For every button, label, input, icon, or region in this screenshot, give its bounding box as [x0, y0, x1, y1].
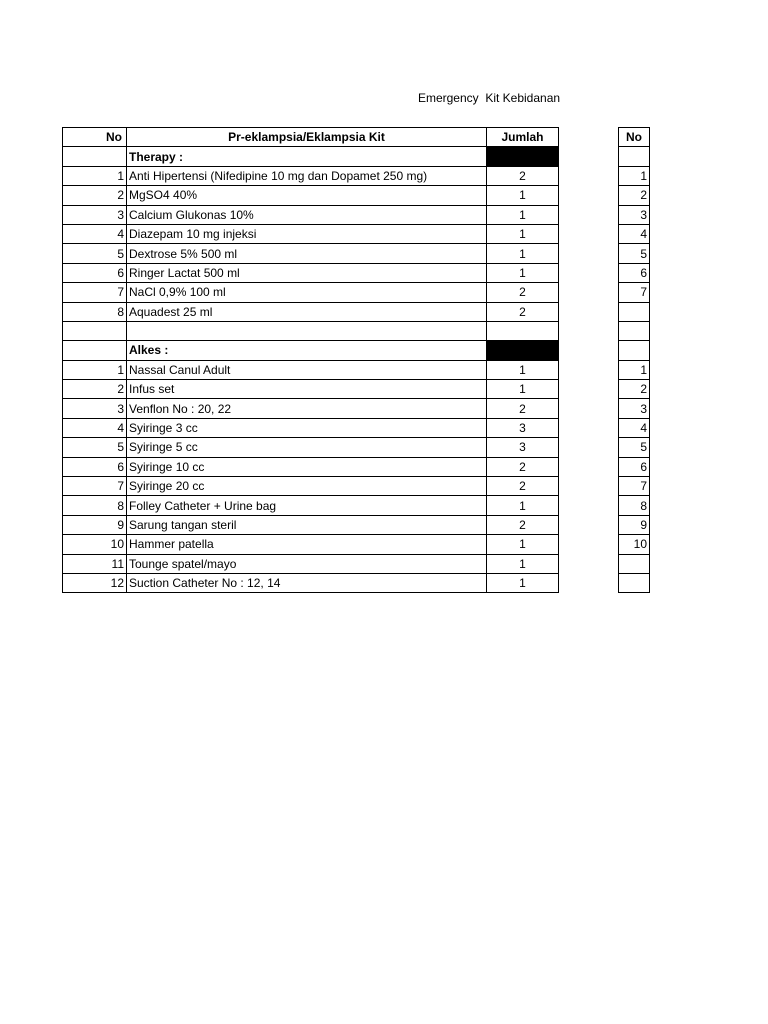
- row-number: 7: [63, 477, 127, 496]
- section-qty-filled-cell: [487, 147, 559, 166]
- side-number-cell: 9: [619, 515, 650, 534]
- row-quantity: 1: [487, 205, 559, 224]
- header-no: No: [63, 128, 127, 147]
- row-number: 6: [63, 263, 127, 282]
- side-number-cell: 6: [619, 457, 650, 476]
- section-label: Therapy :: [127, 147, 487, 166]
- table-row: [63, 477, 559, 496]
- section-qty-filled-cell: [487, 341, 559, 360]
- row-item: Dextrose 5% 500 ml: [127, 244, 487, 263]
- spacer-row: [63, 321, 559, 340]
- side-row: [619, 283, 650, 302]
- side-row: [619, 477, 650, 496]
- side-number-cell: 1: [619, 360, 650, 379]
- side-row: [619, 418, 650, 437]
- side-row: [619, 205, 650, 224]
- row-number: 7: [63, 283, 127, 302]
- row-item: Infus set: [127, 380, 487, 399]
- row-quantity: 2: [487, 283, 559, 302]
- row-number: 2: [63, 380, 127, 399]
- table-row: [63, 554, 559, 573]
- side-row: [619, 147, 650, 166]
- row-number: 5: [63, 244, 127, 263]
- row-item: Ringer Lactat 500 ml: [127, 263, 487, 282]
- row-item: MgSO4 40%: [127, 186, 487, 205]
- side-number-cell: [619, 554, 650, 573]
- side-row: [619, 263, 650, 282]
- side-row: [619, 321, 650, 340]
- spacer-cell: [63, 321, 127, 340]
- section-header-row: [63, 147, 559, 166]
- spacer-cell: [487, 321, 559, 340]
- side-row: [619, 380, 650, 399]
- row-quantity: 2: [487, 477, 559, 496]
- side-row: [619, 302, 650, 321]
- section-no-cell: [63, 147, 127, 166]
- row-item: NaCl 0,9% 100 ml: [127, 283, 487, 302]
- side-number-cell: 7: [619, 283, 650, 302]
- side-row: [619, 554, 650, 573]
- side-header-no: No: [619, 128, 650, 147]
- row-item: Suction Catheter No : 12, 14: [127, 573, 487, 592]
- side-row: [619, 496, 650, 515]
- row-item: Diazepam 10 mg injeksi: [127, 224, 487, 243]
- table-row: [63, 186, 559, 205]
- row-quantity: 1: [487, 496, 559, 515]
- row-number: 1: [63, 166, 127, 185]
- row-number: 2: [63, 186, 127, 205]
- side-number-cell: 4: [619, 224, 650, 243]
- table-row: [63, 418, 559, 437]
- row-item: Hammer patella: [127, 535, 487, 554]
- side-number-cell: [619, 147, 650, 166]
- side-row: [619, 438, 650, 457]
- section-no-cell: [63, 341, 127, 360]
- row-number: 4: [63, 418, 127, 437]
- row-number: 3: [63, 399, 127, 418]
- side-row: [619, 166, 650, 185]
- row-quantity: 2: [487, 399, 559, 418]
- side-number-cell: 7: [619, 477, 650, 496]
- row-number: 8: [63, 496, 127, 515]
- side-table-body: [619, 147, 650, 593]
- row-quantity: 1: [487, 244, 559, 263]
- row-quantity: 1: [487, 360, 559, 379]
- side-number-cell: 3: [619, 399, 650, 418]
- row-quantity: 2: [487, 515, 559, 534]
- side-number-cell: 3: [619, 205, 650, 224]
- side-number-cell: 5: [619, 438, 650, 457]
- side-row: [619, 360, 650, 379]
- side-number-cell: 2: [619, 186, 650, 205]
- side-row: [619, 515, 650, 534]
- side-row: [619, 186, 650, 205]
- table-row: [63, 224, 559, 243]
- table-row: [63, 496, 559, 515]
- preeclampsia-kit-table: [62, 127, 559, 593]
- spacer-cell: [127, 321, 487, 340]
- row-number: 4: [63, 224, 127, 243]
- row-quantity: 1: [487, 573, 559, 592]
- side-header-row: [619, 128, 650, 147]
- side-number-cell: [619, 573, 650, 592]
- row-quantity: 1: [487, 224, 559, 243]
- row-number: 12: [63, 573, 127, 592]
- table-row: [63, 535, 559, 554]
- header-qty: Jumlah: [487, 128, 559, 147]
- row-number: 10: [63, 535, 127, 554]
- side-number-cell: 5: [619, 244, 650, 263]
- table-row: [63, 205, 559, 224]
- row-item: Anti Hipertensi (Nifedipine 10 mg dan Dopamet 250 mg): [127, 166, 487, 185]
- table-row: [63, 263, 559, 282]
- side-number-cell: 4: [619, 418, 650, 437]
- row-item: Sarung tangan steril: [127, 515, 487, 534]
- table-row: [63, 360, 559, 379]
- table-row: [63, 573, 559, 592]
- row-quantity: 1: [487, 535, 559, 554]
- row-number: 6: [63, 457, 127, 476]
- row-number: 5: [63, 438, 127, 457]
- section-label: Alkes :: [127, 341, 487, 360]
- table-row: [63, 457, 559, 476]
- row-item: Syiringe 5 cc: [127, 438, 487, 457]
- side-number-cell: [619, 341, 650, 360]
- table-row: [63, 515, 559, 534]
- document-title: Emergency Kit Kebidanan: [417, 91, 561, 105]
- row-number: 11: [63, 554, 127, 573]
- table-row: [63, 438, 559, 457]
- side-number-cell: [619, 321, 650, 340]
- side-number-cell: 10: [619, 535, 650, 554]
- row-number: 9: [63, 515, 127, 534]
- side-row: [619, 399, 650, 418]
- table-row: [63, 166, 559, 185]
- table-row: [63, 380, 559, 399]
- side-row: [619, 457, 650, 476]
- table-row: [63, 399, 559, 418]
- row-quantity: 3: [487, 418, 559, 437]
- row-quantity: 1: [487, 186, 559, 205]
- row-item: Nassal Canul Adult: [127, 360, 487, 379]
- side-number-cell: 2: [619, 380, 650, 399]
- table-row: [63, 244, 559, 263]
- row-number: 8: [63, 302, 127, 321]
- side-number-cell: 1: [619, 166, 650, 185]
- row-item: Syiringe 20 cc: [127, 477, 487, 496]
- table-row: [63, 302, 559, 321]
- side-number-cell: 8: [619, 496, 650, 515]
- row-number: 3: [63, 205, 127, 224]
- row-item: Tounge spatel/mayo: [127, 554, 487, 573]
- side-number-table: [618, 127, 650, 593]
- side-row: [619, 535, 650, 554]
- row-quantity: 1: [487, 380, 559, 399]
- side-row: [619, 341, 650, 360]
- header-item: Pr-eklampsia/Eklampsia Kit: [127, 128, 487, 147]
- row-item: Aquadest 25 ml: [127, 302, 487, 321]
- side-number-cell: 6: [619, 263, 650, 282]
- side-row: [619, 573, 650, 592]
- side-number-cell: [619, 302, 650, 321]
- side-row: [619, 224, 650, 243]
- row-item: Syiringe 10 cc: [127, 457, 487, 476]
- table-row: [63, 283, 559, 302]
- table-header-row: [63, 128, 559, 147]
- row-quantity: 1: [487, 554, 559, 573]
- row-item: Calcium Glukonas 10%: [127, 205, 487, 224]
- row-quantity: 3: [487, 438, 559, 457]
- section-header-row: [63, 341, 559, 360]
- table-body: [63, 147, 559, 593]
- row-item: Folley Catheter + Urine bag: [127, 496, 487, 515]
- row-number: 1: [63, 360, 127, 379]
- row-item: Syiringe 3 cc: [127, 418, 487, 437]
- row-quantity: 2: [487, 166, 559, 185]
- row-quantity: 2: [487, 302, 559, 321]
- side-row: [619, 244, 650, 263]
- row-quantity: 2: [487, 457, 559, 476]
- row-quantity: 1: [487, 263, 559, 282]
- row-item: Venflon No : 20, 22: [127, 399, 487, 418]
